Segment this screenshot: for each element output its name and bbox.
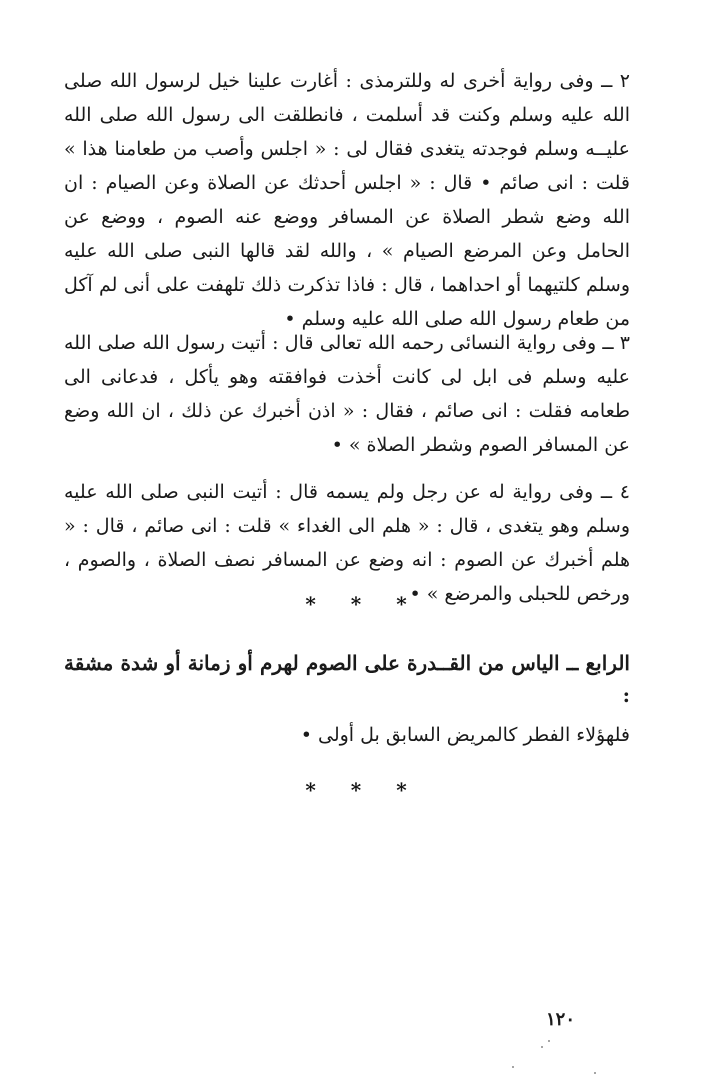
- paragraph-4: ٤ ــ وفى رواية له عن رجل ولم يسمه قال : أتيت النبى صلى الله عليه وسلم وهو يتغدى ، قال : « هلم الى الغداء » قلت : انى صائم ، قال : « هلم أخبرك عن الصوم : انه وضع عن المسافر نصف الصلاة ، والصوم ، ورخص للحبلى والمرضع » •: [64, 481, 630, 605]
- paragraph-2: ٢ ــ وفى رواية أخرى له وللترمذى : أغارت علينا خيل لرسول الله صلى الله عليه وسلم وكنت قد أسلمت ، فانطلقت الى رسول الله صلى الله عليــه وسلم فوجدته يتغدى فقال لى : « اجلس وأصب من طعامنا هذا » قلت : انى صائم • قال : « اجلس أحدثك عن الصلاة وعن الصيام : ان الله وضع شطر الصلاة عن المسافر ووضع عنه الصوم ، ووضع عن الحامل وعن المرضع الصيام » ، والله لقد قالها النبى صلى الله عليه وسلم كلتيهما أو احداهما ، قال : فاذا تذكرت ذلك تلهفت على أنى لم آكل من طعام رسول الله صلى الله عليه وسلم •: [64, 70, 630, 330]
- scan-speck: [548, 1040, 550, 1042]
- scan-speck: [594, 1072, 596, 1074]
- section-heading: الرابع ــ الياس من القــدرة على الصوم لهرم أو زمانة أو شدة مشقة :: [64, 651, 630, 707]
- section-divider: * * *: [305, 592, 421, 616]
- paragraph-3: ٣ ــ وفى رواية النسائى رحمه الله تعالى قال : أتيت رسول الله صلى الله عليه وسلم فى ابل لى كانت أخذت فوافقته وهو يأكل ، فدعانى الى طعامه فقلت : انى صائم ، فقال : « اذن أخبرك عن ذلك ، ان الله وضع عن المسافر الصوم وشطر الصلاة » •: [64, 332, 630, 456]
- scan-speck: [512, 1066, 514, 1068]
- section-text: فلهؤلاء الفطر كالمريض السابق بل أولى •: [300, 724, 630, 746]
- section-divider: * * *: [305, 778, 421, 802]
- scan-speck: [541, 1046, 543, 1048]
- page-number: ١٢٠: [546, 1009, 576, 1030]
